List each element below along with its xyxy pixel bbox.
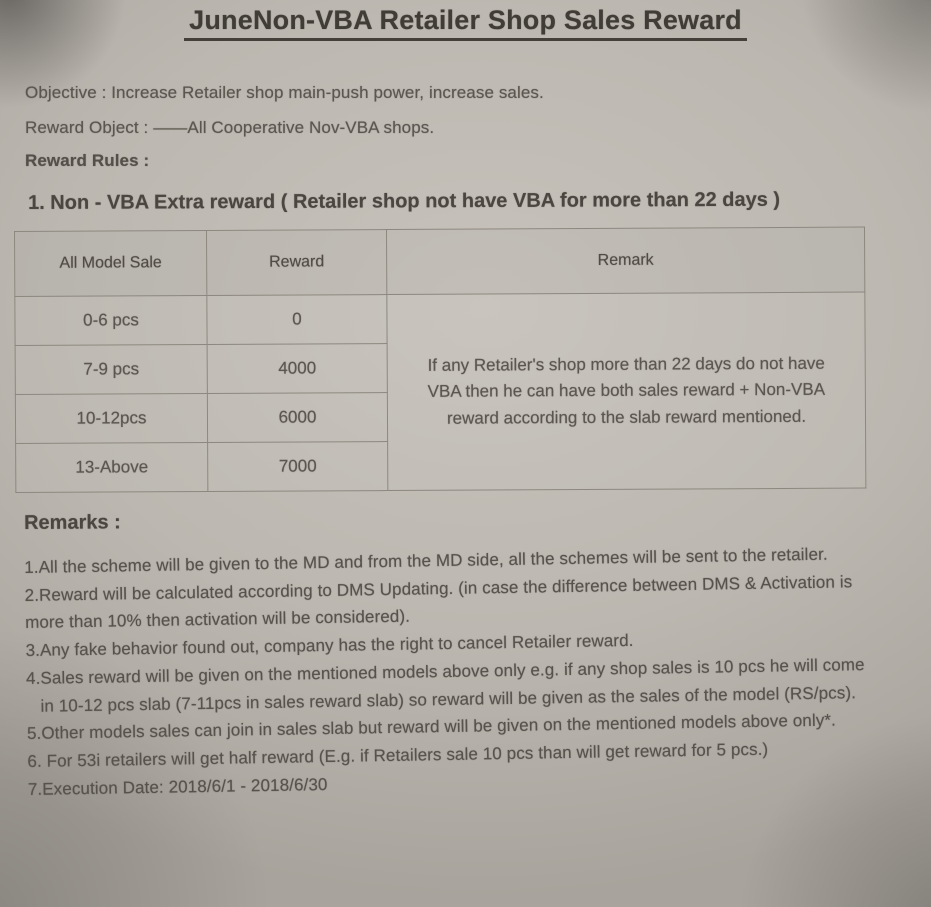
column-header-all-model-sale: All Model Sale bbox=[15, 230, 207, 296]
remarks-list bbox=[24, 540, 884, 803]
table-header-row bbox=[15, 227, 865, 296]
remark-item: 1.All the scheme will be given to the MD and from the MD side, all the schemes will be sent to the retailer. bbox=[24, 544, 828, 577]
remark-item: 2.Reward will be calculated according to DMS Updating. (in case the difference between DMS & Activation is more than 10% then activation will be considered). bbox=[24, 571, 853, 633]
document-title: JuneNon-VBA Retailer Shop Sales Reward bbox=[184, 5, 747, 41]
cell-sale-range: 0-6 pcs bbox=[15, 295, 207, 345]
cell-sale-range: 13-Above bbox=[16, 442, 208, 492]
reward-object-line: Reward Object : ——All Cooperative Nov-VBA shops. bbox=[25, 118, 435, 137]
cell-sale-range: 7-9 pcs bbox=[15, 344, 207, 394]
section1-heading: 1. Non - VBA Extra reward ( Retailer shop not have VBA for more than 22 days ) bbox=[28, 188, 781, 214]
remark-item: 3.Any fake behavior found out, company has the right to cancel Retailer reward. bbox=[25, 631, 634, 661]
column-header-remark: Remark bbox=[386, 227, 864, 295]
remark-item: 6. For 53i retailers will get half reward (E.g. if Retailers sale 10 pcs than will get reward for 5 pcs.) bbox=[27, 739, 769, 771]
cell-sale-range: 10-12pcs bbox=[15, 393, 207, 443]
remark-item: 4.Sales reward will be given on the mentioned models above only e.g. if any shop sales is 10 pcs he will come in 10-12 pcs slab (7-11pcs in sales reward slab) so reward will be given as the sales of the model (RS/pcs). bbox=[25, 654, 865, 716]
document-header bbox=[0, 5, 931, 41]
reward-table-container bbox=[14, 227, 866, 493]
cell-remark: If any Retailer's shop more than 22 days do not have VBA then he can have both sales reward + Non-VBA reward according to the slab reward mentioned. bbox=[387, 292, 866, 491]
reward-rules-line: Reward Rules : bbox=[25, 151, 150, 170]
cell-reward-value: 4000 bbox=[207, 344, 387, 394]
cell-reward-value: 0 bbox=[207, 295, 387, 345]
remark-item: 5.Other models sales can join in sales slab but reward will be given on the mentioned models above only*. bbox=[26, 710, 837, 744]
remarks-heading: Remarks : bbox=[24, 511, 121, 534]
remark-item: 7.Execution Date: 2018/6/1 - 2018/6/30 bbox=[27, 774, 328, 799]
table-row bbox=[15, 292, 865, 345]
cell-reward-value: 6000 bbox=[207, 393, 387, 443]
objective-line: Objective : Increase Retailer shop main-push power, increase sales. bbox=[25, 83, 544, 102]
column-header-reward: Reward bbox=[206, 230, 386, 296]
cell-reward-value: 7000 bbox=[208, 442, 388, 492]
reward-table bbox=[14, 227, 866, 493]
